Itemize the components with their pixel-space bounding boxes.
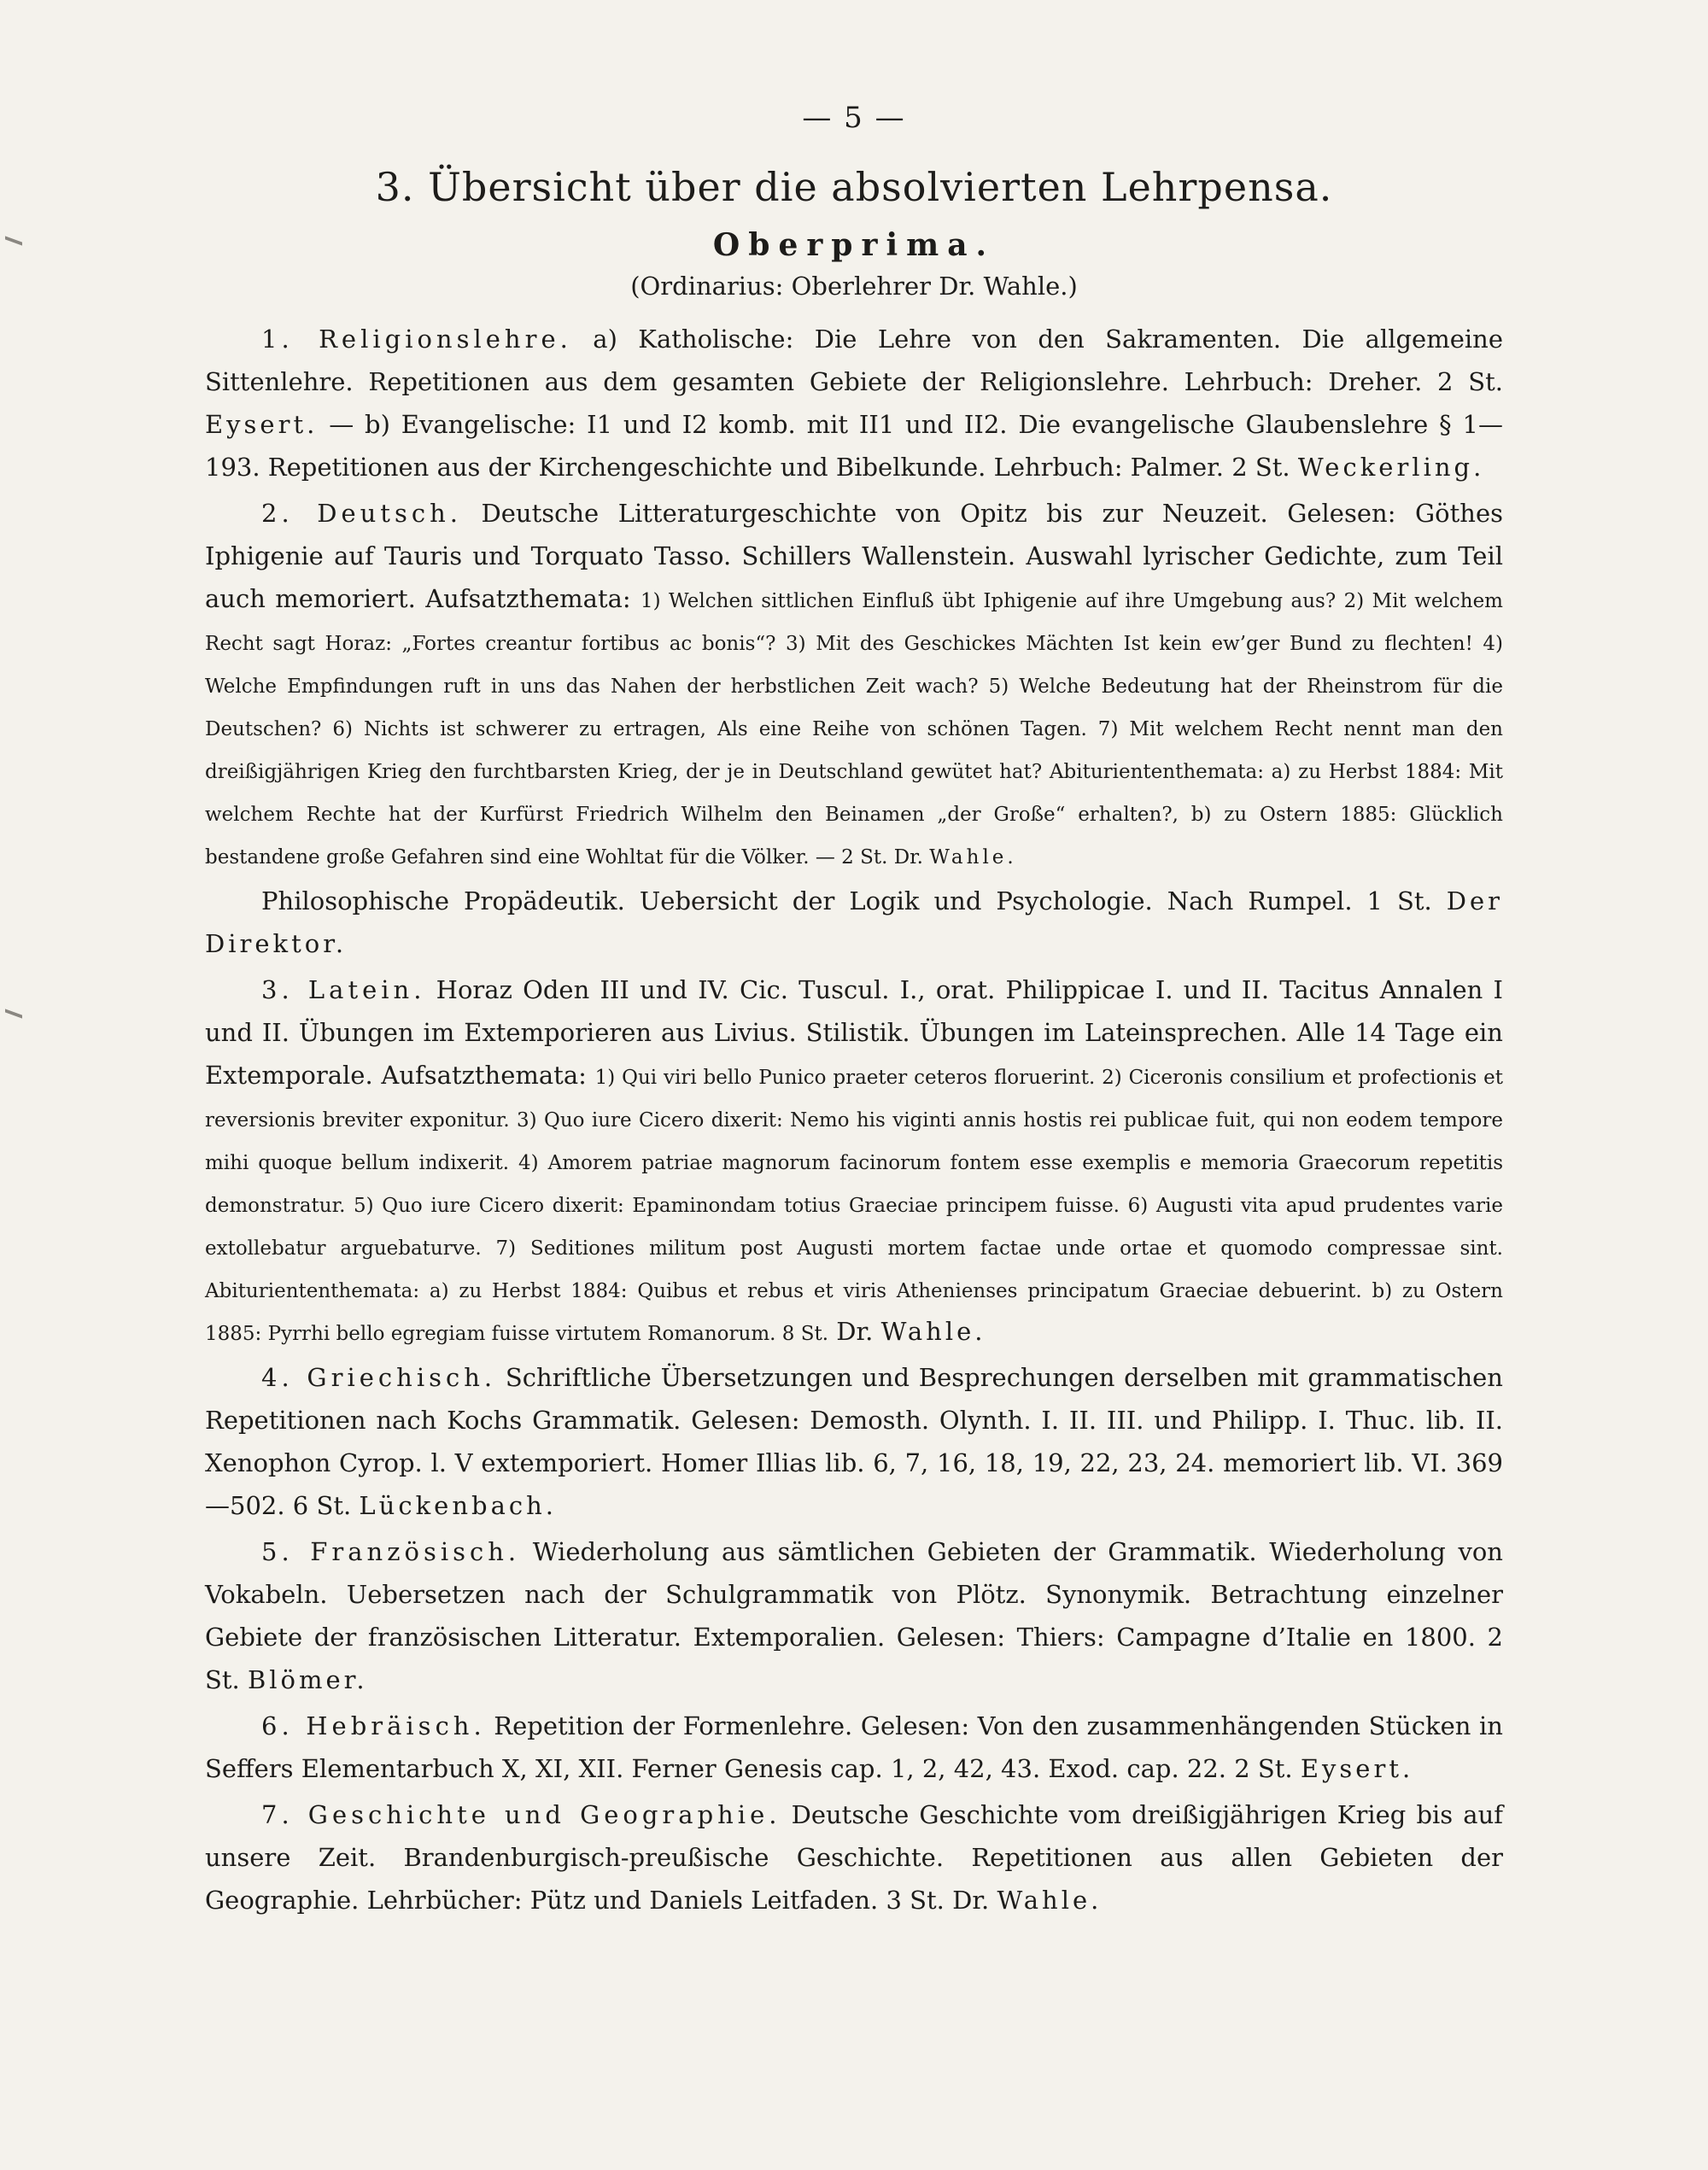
teacher-name: Wahle. <box>997 1886 1103 1915</box>
paragraph-text: Dr. <box>828 1317 881 1346</box>
paragraph-greek <box>205 1356 1503 1527</box>
teacher-name: Lückenbach. <box>359 1491 558 1520</box>
paragraph-text: Horaz Oden III und IV. Cic. Tuscul. I., orat. Philippicae I. und II. Tacitus Annalen I und II. Übungen im Extemporieren aus Livius. Stilistik. Übungen im Lateinsprechen. Alle 14 Tage ein Extemporale. Aufsatzthemata: <box>205 975 1503 1090</box>
paragraph-history <box>205 1793 1503 1921</box>
paragraph-german <box>205 492 1503 876</box>
page-number: — 5 — <box>802 101 906 135</box>
paragraph-french <box>205 1530 1503 1701</box>
teacher-name: Weckerling. <box>1297 453 1485 482</box>
paragraph-text: Deutsche Litteraturgeschichte von Opitz bis zur Neuzeit. Gelesen: Göthes Iphigenie auf Tauris und Torquato Tasso. Schillers Wallenstein. Auswahl lyrischer Gedichte, zum Teil auch memoriert. Aufsatzthemata: <box>205 499 1503 613</box>
subject-heading: 3. Latein. <box>261 975 426 1004</box>
subject-heading: 5. Französisch. <box>261 1537 521 1566</box>
paragraph-text: Schriftliche Übersetzungen und Besprechungen derselben mit grammatischen Repetitionen nach Kochs Grammatik. Gelesen: Demosth. Olynth. I. II. III. und Philipp. I. Thuc. lib. II. Xenophon Cyrop. l. V extemporiert. Homer Illias lib. 6, 7, 16, 18, 19, 22, 23, 24. memoriert lib. VI. 369—502. 6 St. <box>205 1363 1503 1520</box>
teacher-name: Der Direktor. <box>205 886 1503 958</box>
subject-heading: 6. Hebräisch. <box>261 1711 486 1740</box>
paragraph-hebrew <box>205 1705 1503 1790</box>
margin-mark <box>5 236 22 245</box>
ordinarius-line: (Ordinarius: Oberlehrer Dr. Wahle.) <box>630 272 1078 301</box>
subject-heading: 2. Deutsch. <box>261 499 462 528</box>
teacher-name: Blömer. <box>247 1665 368 1694</box>
teacher-name: Eysert. <box>205 410 319 439</box>
teacher-name: Eysert. <box>1300 1754 1414 1783</box>
teacher-name: Wahle. <box>880 1317 986 1346</box>
class-title: Oberprima. <box>712 227 996 263</box>
subject-heading: 1. Religionslehre. <box>261 325 572 354</box>
essay-topics: 1) Welchen sittlichen Einfluß übt Iphigenie auf ihre Umgebung aus? 2) Mit welchem Recht sagt Horaz: „Fortes creantur fortibus ac bonis“? 3) Mit des Geschickes Mächten Ist kein ew’ger Bund zu flechten! 4) Welche Empfindungen ruft in uns das Nahen der herbstlichen Zeit wach? 5) Welche Bedeutung hat der Rheinstrom für die Deutschen? 6) Nichts ist schwerer zu ertragen, Als eine Reihe von schönen Tagen. 7) Mit welchem Recht nennt man den dreißigjährigen Krieg den furchtbarsten Krieg, der je in Deutschland gewütet hat? Abituriententhemata: a) zu Herbst 1884: Mit welchem Rechte hat der Kurfürst Friedrich Wilhelm den Beinamen „der Große“ erhalten?, b) zu Ostern 1885: Glücklich bestandene große Gefahren sind eine Wohltat für die Völker. — 2 St. Dr. <box>205 590 1503 869</box>
paragraph-text: Repetition der Formenlehre. Gelesen: Von den zusammenhängenden Stücken in Seffers Elementarbuch X, XI, XII. Ferner Genesis cap. 1, 2, 42, 43. Exod. cap. 22. 2 St. <box>205 1711 1503 1783</box>
teacher-name: Wahle. <box>929 846 1017 869</box>
essay-topics: 1) Qui viri bello Punico praeter ceteros floruerint. 2) Ciceronis consilium et profectionis et reversionis breviter exponitur. 3) Quo iure Cicero dixerit: Nemo his viginti annis hostis rei publicae fuit, qui non eodem tempore mihi quoque bellum indixerit. 4) Amorem patriae magnorum facinorum fontem esse exemplis e memoria Graecorum repetitis demonstratur. 5) Quo iure Cicero dixerit: Epaminondam totius Graeciae principem fuisse. 6) Augusti vita apud prudentes varie extollebatur arguebaturve. 7) Seditiones militum post Augusti mortem factae unde ortae et quomodo compressae sint. Abituriententhemata: a) zu Herbst 1884: Quibus et rebus et viris Athenienses principatum Graeciae debuerint. b) zu Ostern 1885: Pyrrhi bello egregiam fuisse virtutem Romanorum. 8 St. <box>205 1067 1503 1345</box>
section-title: 3. Übersicht über die absolvierten Lehrpensa. <box>375 164 1333 210</box>
subject-heading: Philosophische Propädeutik. <box>261 886 625 915</box>
paragraph-philosophy <box>205 880 1503 965</box>
subject-heading: 4. Griechisch. <box>261 1363 497 1392</box>
margin-mark <box>5 1009 22 1018</box>
paragraph-text: a) Katholische: Die Lehre von den Sakramenten. Die allgemeine Sittenlehre. Repetitionen aus dem gesamten Gebiete der Religionslehre. Lehrbuch: Dreher. 2 St. <box>205 325 1503 396</box>
paragraph-text: Deutsche Geschichte vom dreißigjährigen Krieg bis auf unsere Zeit. Brandenburgisch-preußische Geschichte. Repetitionen aus allen Gebieten der Geographie. Lehrbücher: Pütz und Daniels Leitfaden. 3 St. Dr. <box>205 1800 1503 1915</box>
paragraph-religion <box>205 318 1503 488</box>
paragraph-text: Uebersicht der Logik und Psychologie. Nach Rumpel. 1 St. <box>624 886 1447 915</box>
paragraph-text: — b) Evangelische: I1 und I2 komb. mit II1 und II2. Die evangelische Glaubenslehre § 1—193. Repetitionen aus der Kirchengeschichte und Bibelkunde. Lehrbuch: Palmer. 2 St. <box>205 410 1503 482</box>
subject-heading: 7. Geschichte und Geographie. <box>261 1800 781 1829</box>
paragraph-latin <box>205 968 1503 1353</box>
paragraph-text: Wiederholung aus sämtlichen Gebieten der Grammatik. Wiederholung von Vokabeln. Uebersetzen nach der Schulgrammatik von Plötz. Synonymik. Betrachtung einzelner Gebiete der französischen Litteratur. Extemporalien. Gelesen: Thiers: Campagne d’Italie en 1800. 2 St. <box>205 1537 1503 1694</box>
